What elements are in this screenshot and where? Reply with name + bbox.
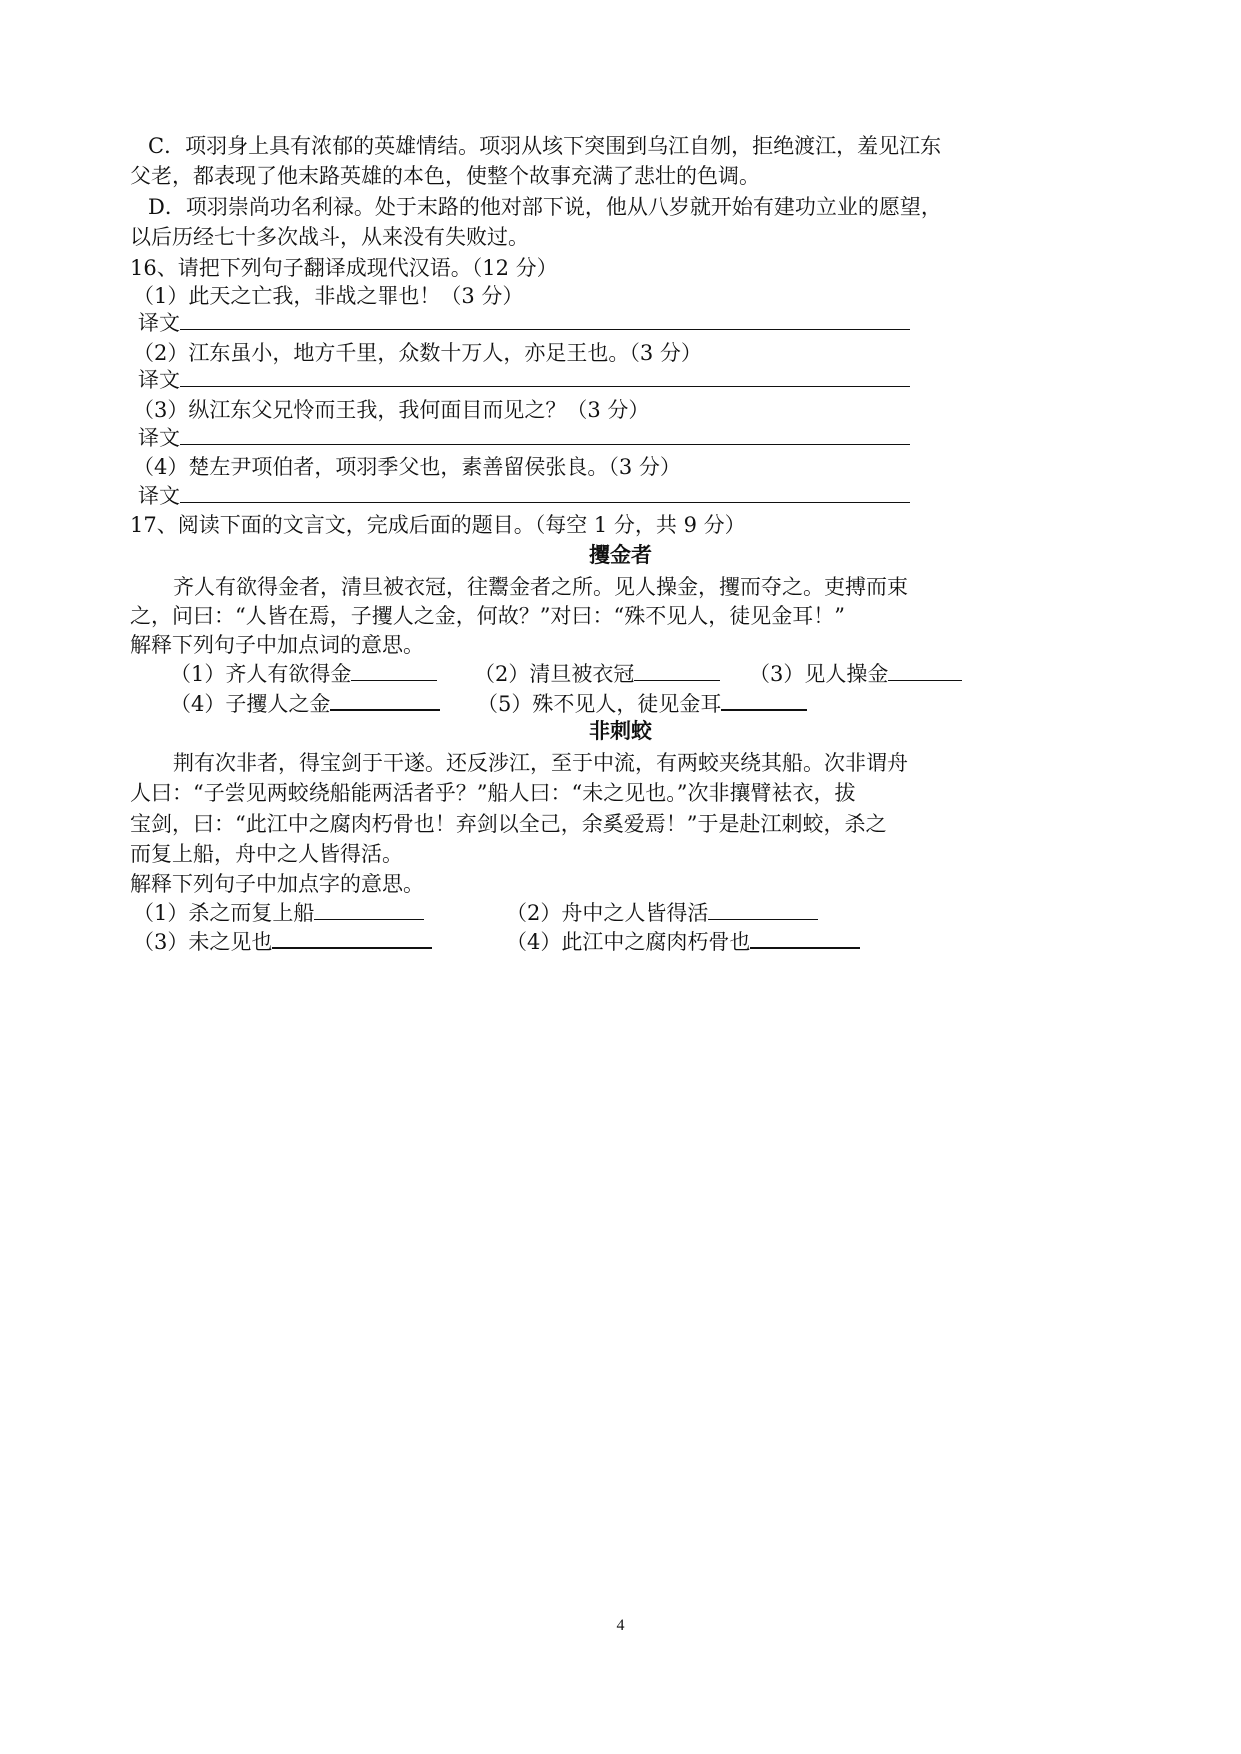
answer-blank[interactable] bbox=[750, 925, 860, 949]
q17-title: 17、阅读下面的文言文，完成后面的题目。（每空 1 分，共 9 分） bbox=[130, 513, 746, 537]
q16-answer-label: 译文 bbox=[138, 311, 180, 335]
item-text: （5）殊不见人，徒见金耳 bbox=[477, 692, 722, 716]
answer-blank[interactable] bbox=[180, 480, 910, 503]
passage2-line1: 荆有次非者，得宝剑于干遂。还反涉江，至于中流，有两蛟夹绕其船。次非谓舟 bbox=[173, 751, 908, 775]
answer-blank[interactable] bbox=[708, 897, 818, 920]
item-text: （1）齐人有欲得金 bbox=[170, 662, 352, 686]
answer-blank[interactable] bbox=[721, 687, 807, 711]
passage2-item-4[interactable] bbox=[506, 925, 860, 957]
option-d-line2: 以后历经七十多次战斗，从来没有失败过。 bbox=[130, 225, 529, 249]
q16-answer-line-4[interactable] bbox=[138, 480, 910, 511]
option-c-line2: 父老，都表现了他末路英雄的本色，使整个故事充满了悲壮的色调。 bbox=[130, 164, 760, 188]
item-text: （3）未之见也 bbox=[133, 930, 273, 954]
passage1-line1: 齐人有欲得金者，清旦被衣冠，往鬻金者之所。见人操金，攫而夺之。吏搏而束 bbox=[173, 575, 908, 599]
passage2-item-3[interactable] bbox=[133, 925, 432, 957]
q16-sentence-3: （3）纵江东父兄怜而王我，我何面目而见之？（3 分） bbox=[133, 398, 650, 422]
item-text: （2）舟中之人皆得活 bbox=[506, 901, 709, 925]
passage1-instruction: 解释下列句子中加点词的意思。 bbox=[130, 633, 424, 657]
passage2-line4: 而复上船，舟中之人皆得活。 bbox=[130, 842, 403, 866]
option-c-line1: C．项羽身上具有浓郁的英雄情结。项羽从垓下突围到乌江自刎，拒绝渡江，羞见江东 bbox=[148, 134, 942, 158]
q16-answer-line-1[interactable] bbox=[138, 307, 910, 338]
q16-sentence-1: （1）此天之亡我，非战之罪也！（3 分） bbox=[133, 284, 524, 308]
item-text: （3）见人操金 bbox=[749, 662, 889, 686]
passage2-item-1[interactable] bbox=[133, 897, 424, 928]
q16-title: 16、请把下列句子翻译成现代汉语。（12 分） bbox=[130, 256, 558, 280]
answer-blank[interactable] bbox=[314, 897, 424, 920]
page-number: 4 bbox=[616, 1617, 625, 1634]
answer-blank[interactable] bbox=[330, 687, 440, 711]
passage1-item-3[interactable] bbox=[749, 658, 962, 689]
answer-blank[interactable] bbox=[272, 925, 432, 949]
passage1-line2: 之，问曰：“人皆在焉，子攫人之金，何故？”对曰：“殊不见人，徒见金耳！” bbox=[130, 604, 845, 628]
answer-blank[interactable] bbox=[634, 658, 720, 681]
q16-answer-line-3[interactable] bbox=[138, 422, 910, 453]
q16-answer-label: 译文 bbox=[138, 368, 180, 392]
answer-blank[interactable] bbox=[351, 658, 437, 681]
answer-blank[interactable] bbox=[180, 364, 910, 387]
item-text: （4）子攫人之金 bbox=[170, 692, 331, 716]
passage2-line2: 人曰：“子尝见两蛟绕船能两活者乎？”船人曰：“未之见也。”次非攘臂袪衣，拔 bbox=[130, 781, 856, 805]
answer-blank[interactable] bbox=[888, 658, 962, 681]
item-text: （4）此江中之腐肉朽骨也 bbox=[506, 930, 751, 954]
passage1-item-2[interactable] bbox=[474, 658, 720, 689]
option-d-line1: D．项羽崇尚功名利禄。处于末路的他对部下说，他从八岁就开始有建功立业的愿望， bbox=[148, 195, 942, 219]
item-text: （1）杀之而复上船 bbox=[133, 901, 315, 925]
passage1-heading: 攫金者 bbox=[589, 543, 652, 567]
q16-answer-label: 译文 bbox=[138, 484, 180, 508]
passage2-item-2[interactable] bbox=[506, 897, 818, 928]
passage1-item-1[interactable] bbox=[170, 658, 437, 689]
q16-answer-label: 译文 bbox=[138, 426, 180, 450]
passage2-heading: 非刺蛟 bbox=[589, 719, 652, 743]
answer-blank[interactable] bbox=[180, 422, 910, 445]
passage1-item-5[interactable] bbox=[477, 687, 807, 719]
answer-blank[interactable] bbox=[180, 307, 910, 330]
q16-sentence-4: （4）楚左尹项伯者，项羽季父也，素善留侯张良。（3 分） bbox=[133, 455, 681, 479]
passage2-instruction: 解释下列句子中加点字的意思。 bbox=[130, 872, 424, 896]
q16-sentence-2: （2）江东虽小，地方千里，众数十万人，亦足王也。（3 分） bbox=[133, 341, 702, 365]
q16-answer-line-2[interactable] bbox=[138, 364, 910, 395]
passage2-line3: 宝剑，曰：“此江中之腐肉朽骨也！弃剑以全己，余奚爱焉！”于是赴江刺蛟，杀之 bbox=[130, 812, 887, 836]
item-text: （2）清旦被衣冠 bbox=[474, 662, 635, 686]
passage1-item-4[interactable] bbox=[170, 687, 440, 719]
